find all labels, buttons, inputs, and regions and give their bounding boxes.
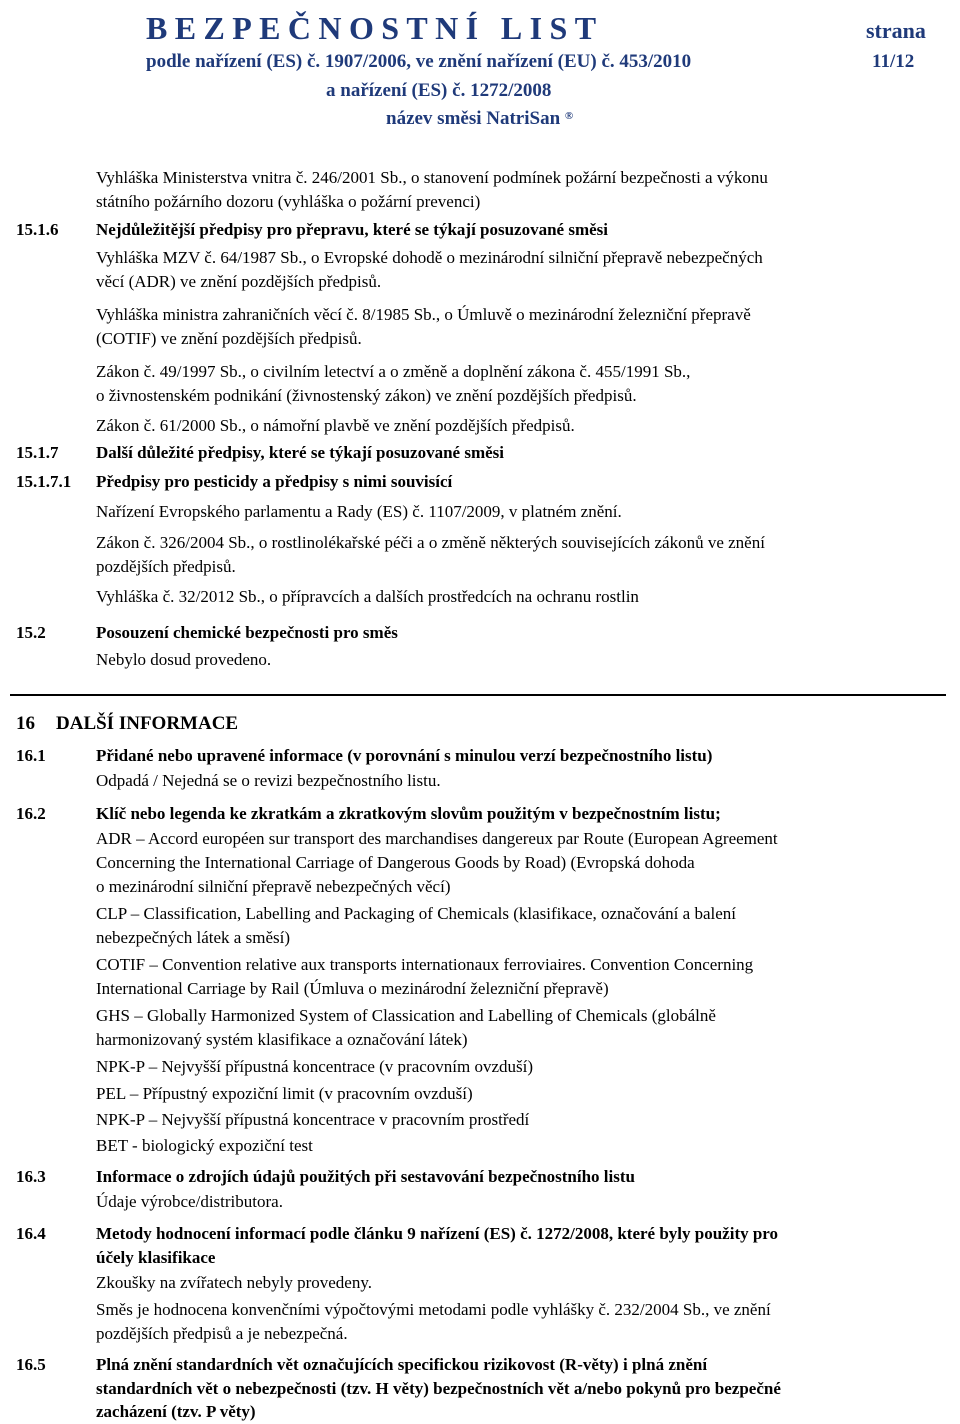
text-line: Vyhláška Ministerstva vnitra č. 246/2001 Sb., o stanovení podmínek požární bezpečnosti a výkonu — [96, 168, 768, 187]
section-heading: Posouzení chemické bezpečnosti pro směs — [96, 623, 398, 642]
regulation-line-1: podle nařízení (ES) č. 1907/2006, ve znění nařízení (EU) č. 453/2010 — [146, 51, 692, 72]
section-number: 15.1.7 — [16, 443, 59, 462]
text-line: pozdějších předpisů. — [96, 557, 236, 576]
text-line: Odpadá / Nejedná se o revizi bezpečnostního listu. — [96, 771, 441, 790]
section-divider — [10, 694, 946, 696]
abbreviation-line: BET - biologický expoziční test — [96, 1136, 313, 1155]
text-line: Směs je hodnocena konvenčními výpočtovými metodami podle vyhlášky č. 232/2004 Sb., ve znění — [96, 1300, 771, 1319]
section-number: 16 — [16, 713, 35, 734]
document-title: BEZPEČNOSTNÍ LIST — [146, 10, 604, 46]
section-number: 15.1.6 — [16, 220, 59, 239]
section-heading: Metody hodnocení informací podle článku 9 nařízení (ES) č. 1272/2008, které byly použity pro — [96, 1224, 779, 1243]
section-heading: Nejdůležitější předpisy pro přepravu, které se týkají posuzované směsi — [96, 220, 609, 239]
page-number: 11/12 — [872, 51, 915, 72]
text-line: Zákon č. 61/2000 Sb., o námořní plavbě ve znění pozdějších předpisů. — [96, 416, 575, 435]
abbreviation-line: o mezinárodní silniční přepravě nebezpečných věcí) — [96, 877, 451, 896]
section-number: 16.5 — [16, 1355, 46, 1374]
section-number: 16.4 — [16, 1224, 46, 1243]
text-line: o živnostenském podnikání (živnostenský zákon) ve znění pozdějších předpisů. — [96, 386, 637, 405]
text-line: Zákon č. 326/2004 Sb., o rostlinolékařské péči a o změně některých souvisejících zákonů ve znění — [96, 533, 765, 552]
text-line: Zkoušky na zvířatech nebyly provedeny. — [96, 1273, 373, 1292]
section-heading: účely klasifikace — [96, 1248, 216, 1267]
section-heading: Informace o zdrojích údajů použitých při sestavování bezpečnostního listu — [96, 1167, 635, 1186]
abbreviation-line: COTIF – Convention relative aux transports internationaux ferroviaires. Convention Concerning — [96, 955, 754, 974]
section-heading: Přidané nebo upravené informace (v porovnání s minulou verzí bezpečnostního listu) — [96, 746, 713, 765]
section-heading: Předpisy pro pesticidy a předpisy s nimi souvisící — [96, 472, 453, 491]
text-line: (COTIF) ve znění pozdějších předpisů. — [96, 329, 362, 348]
regulation-line-2: a nařízení (ES) č. 1272/2008 — [326, 80, 552, 101]
text-line: Zákon č. 49/1997 Sb., o civilním letectví a o změně a doplnění zákona č. 455/1991 Sb., — [96, 362, 691, 381]
section-heading: standardních vět o nebezpečnosti (tzv. H věty) bezpečnostních vět a/nebo pokynů pro bezpečné — [96, 1379, 781, 1398]
text-line: státního požárního dozoru (vyhláška o požární prevenci) — [96, 192, 481, 211]
text-line: Údaje výrobce/distributora. — [96, 1192, 283, 1211]
text-line: věcí (ADR) ve znění pozdějších předpisů. — [96, 272, 382, 291]
abbreviation-line: Concerning the International Carriage of Dangerous Goods by Road) (Evropská dohoda — [96, 853, 695, 872]
section-number: 16.3 — [16, 1167, 46, 1186]
section-number: 16.1 — [16, 746, 46, 765]
text-line: Vyhláška MZV č. 64/1987 Sb., o Evropské dohodě o mezinárodní silniční přepravě nebezpečných — [96, 248, 763, 267]
section-heading: Další důležité předpisy, které se týkají posuzované směsi — [96, 443, 504, 462]
section-number: 15.1.7.1 — [16, 472, 72, 491]
product-name-line — [386, 107, 573, 131]
text-line: Nařízení Evropského parlamentu a Rady (ES) č. 1107/2009, v platném znění. — [96, 502, 622, 521]
section-heading: Klíč nebo legenda ke zkratkám a zkratkovým slovům použitým v bezpečnostním listu; — [96, 804, 721, 823]
text-line: pozdějších předpisů a je nebezpečná. — [96, 1324, 348, 1343]
text-line: Nebylo dosud provedeno. — [96, 650, 272, 669]
section-number: 16.2 — [16, 804, 46, 823]
abbreviation-line: NPK-P – Nejvyšší přípustná koncentrace (v pracovním ovzduší) — [96, 1057, 534, 1076]
product-name: název směsi NatriSan — [386, 108, 561, 129]
text-line: Vyhláška ministra zahraničních věcí č. 8/1985 Sb., o Úmluvě o mezinárodní železniční přepravě — [96, 305, 751, 324]
abbreviation-line: GHS – Globally Harmonized System of Classication and Labelling of Chemicals (globálně — [96, 1006, 716, 1025]
page-label: strana — [866, 18, 926, 43]
document-header — [0, 0, 960, 140]
abbreviation-line: PEL – Přípustný expoziční limit (v pracovním ovzduší) — [96, 1084, 473, 1103]
abbreviation-line: ADR – Accord européen sur transport des marchandises dangereux par Route (European Agreement — [96, 829, 778, 848]
section-heading: zacházení (tzv. P věty) — [96, 1402, 256, 1421]
abbreviation-line: nebezpečných látek a směsí) — [96, 928, 290, 947]
section-number: 15.2 — [16, 623, 46, 642]
abbreviation-line: CLP – Classification, Labelling and Packaging of Chemicals (klasifikace, označování a balení — [96, 904, 736, 923]
text-line: Vyhláška č. 32/2012 Sb., o přípravcích a dalších prostředcích na ochranu rostlin — [96, 587, 639, 606]
registered-mark: ® — [564, 110, 574, 122]
abbreviation-line: harmonizovaný systém klasifikace a označování látek) — [96, 1030, 468, 1049]
section-heading: Plná znění standardních vět označujících specifickou rizikovost (R-věty) i plná znění — [96, 1355, 708, 1374]
section-heading: DALŠÍ INFORMACE — [56, 713, 239, 734]
abbreviation-line: International Carriage by Rail (Úmluva o mezinárodní železniční přepravě) — [96, 979, 609, 998]
abbreviation-line: NPK-P – Nejvyšší přípustná koncentrace v pracovním prostředí — [96, 1110, 530, 1129]
